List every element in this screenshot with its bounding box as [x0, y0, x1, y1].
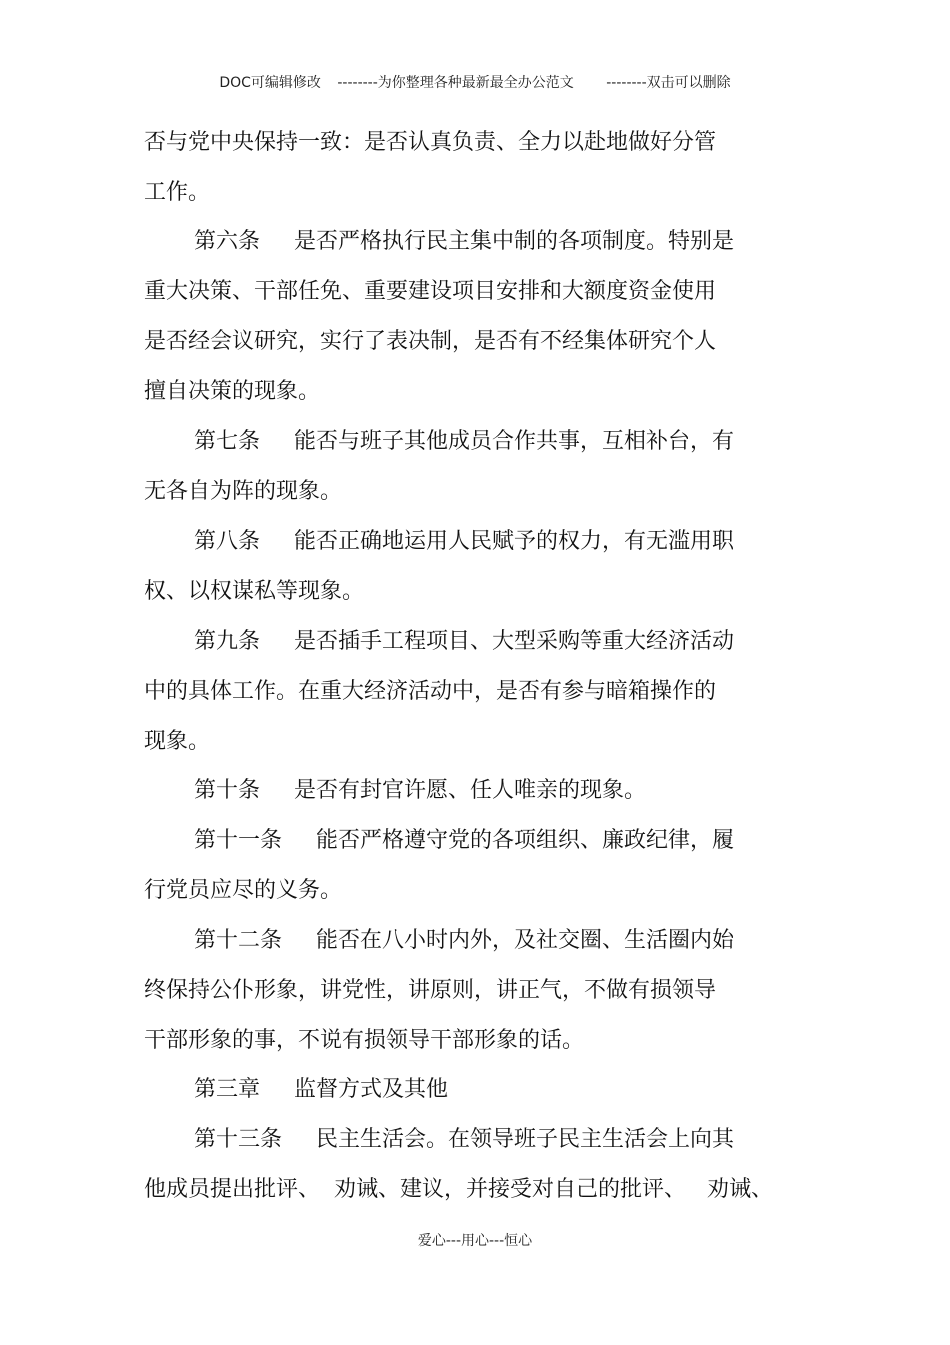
article-label: 第十二条 — [194, 928, 283, 953]
page-header — [0, 72, 950, 92]
article-12: 第十二条 能否在八小时内外，及社交圈、生活圈内始 — [194, 928, 735, 953]
article-10: 第十条 是否有封官许愿、任人唯亲的现象。 — [194, 778, 647, 803]
header-delete-hint: --------双击可以删除 — [606, 75, 731, 91]
text-line: 行党员应尽的义务。 — [144, 878, 343, 903]
text-line: 权、以权谋私等现象。 — [144, 579, 365, 604]
text-line: 工作。 — [144, 180, 211, 205]
article-6: 第六条 是否严格执行民主集中制的各项制度。特别是 — [194, 229, 735, 254]
text-line: 他成员提出批评、 劝诫、建议，并接受对自己的批评、 劝诫、 — [144, 1177, 773, 1202]
article-label: 第九条 — [194, 629, 261, 654]
text-line: 是否经会议研究，实行了表决制，是否有不经集体研究个人 — [144, 329, 717, 354]
page-footer: 爱心---用心---恒心 — [417, 1233, 533, 1249]
article-label: 第七条 — [194, 429, 261, 454]
article-label: 第十三条 — [194, 1127, 283, 1152]
article-label: 第十一条 — [194, 828, 283, 853]
article-7: 第七条 能否与班子其他成员合作共事，互相补台，有 — [194, 429, 735, 454]
text-line: 重大决策、干部任免、重要建设项目安排和大额度资金使用 — [144, 279, 717, 304]
text-line: 无各自为阵的现象。 — [144, 479, 343, 504]
chapter-label: 第三章 — [194, 1077, 261, 1102]
article-label: 第六条 — [194, 229, 261, 254]
header-doc-label: DOC可编辑修改 — [219, 75, 321, 91]
text-line: 擅自决策的现象。 — [144, 379, 321, 404]
text-line: 现象。 — [144, 729, 211, 754]
article-label: 第八条 — [194, 529, 261, 554]
text-line: 中的具体工作。在重大经济活动中，是否有参与暗箱操作的 — [144, 679, 717, 704]
text-line: 终保持公仆形象，讲党性，讲原则，讲正气，不做有损领导 — [144, 978, 717, 1003]
text-line: 否与党中央保持一致：是否认真负责、全力以赴地做好分管 — [144, 130, 717, 155]
chapter-3-heading — [194, 1077, 448, 1103]
article-label: 第十条 — [194, 778, 261, 803]
chapter-title: 监督方式及其他 — [294, 1077, 449, 1102]
article-11: 第十一条 能否严格遵守党的各项组织、廉政纪律，履 — [194, 828, 735, 853]
article-13: 第十三条 民主生活会。在领导班子民主生活会上向其 — [194, 1127, 735, 1152]
article-9: 第九条 是否插手工程项目、大型采购等重大经济活动 — [194, 629, 735, 654]
text-line: 干部形象的事，不说有损领导干部形象的话。 — [144, 1028, 585, 1053]
article-8: 第八条 能否正确地运用人民赋予的权力，有无滥用职 — [194, 529, 735, 554]
header-description: --------为你整理各种最新最全办公范文 — [337, 75, 574, 91]
